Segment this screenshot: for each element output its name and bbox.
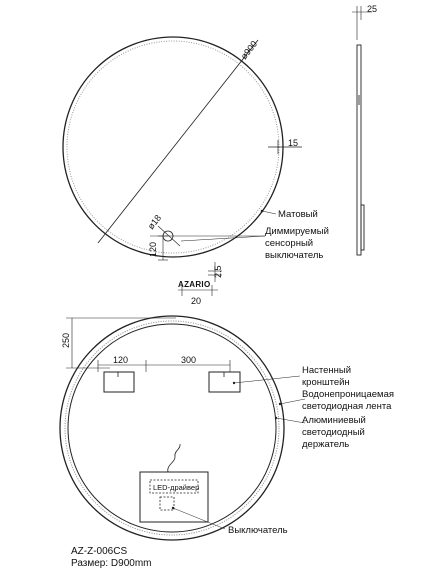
holder-label-line2: светодиодный (302, 427, 365, 438)
switch-offset-label: 20 (191, 296, 202, 306)
matte-label: Матовый (278, 209, 318, 220)
diameter-line (98, 40, 258, 243)
side-bracket (361, 205, 364, 250)
wall-bracket-left (104, 372, 134, 392)
dimmer-label-line3: выключатель (265, 250, 324, 261)
side-depth-label: 25 (367, 4, 378, 14)
switch-diameter-label: ø18 (145, 212, 164, 232)
switch-label: Выключатель (228, 525, 288, 536)
bracket-leader (234, 376, 300, 383)
matte-border-front (67, 38, 279, 253)
driver-label: LED-драйвер (153, 483, 200, 492)
bracket-label-line1: Настенный (302, 365, 352, 376)
dimmer-label-line1: Диммируемый (265, 226, 329, 237)
bracket-spacing-label: 300 (181, 355, 197, 365)
back-view (60, 316, 305, 540)
holder-label-line1: Алюминиевый (302, 415, 366, 426)
size-text: Размер: D900mm (71, 558, 152, 569)
dimmer-label-line2: сенсорный (265, 238, 314, 249)
led-strip-ring (65, 321, 279, 535)
holder-label-line3: держатель (302, 439, 350, 450)
led-strip-label-line2: светодиодная лента (302, 401, 392, 412)
mirror-outline-front (63, 37, 283, 257)
matte-leader (262, 211, 276, 214)
bracket-spacing-left-label: 120 (113, 355, 129, 365)
brand-logo: AZARIO (178, 280, 211, 289)
aluminium-holder-ring (68, 324, 276, 532)
mirror-outline-back (60, 316, 284, 540)
switch-depth-label: 2.5 (213, 265, 223, 278)
bracket-label-line2: кронштейн (302, 377, 350, 388)
diameter-label: ø900 (238, 38, 260, 62)
switch-height-label: 120 (148, 241, 158, 257)
model-code: AZ-Z-006CS (71, 546, 128, 557)
led-strip-label-line1: Водонепроницаемая (302, 389, 394, 400)
side-view (352, 6, 372, 255)
wall-bracket-right (209, 372, 240, 392)
side-profile (357, 45, 361, 255)
back-top-label: 250 (61, 332, 71, 348)
driver-cable (168, 444, 180, 472)
holder-leader (276, 418, 305, 423)
rim-offset-label: 15 (288, 138, 299, 148)
dimmer-leader (181, 236, 265, 241)
switch-leader (173, 508, 225, 529)
